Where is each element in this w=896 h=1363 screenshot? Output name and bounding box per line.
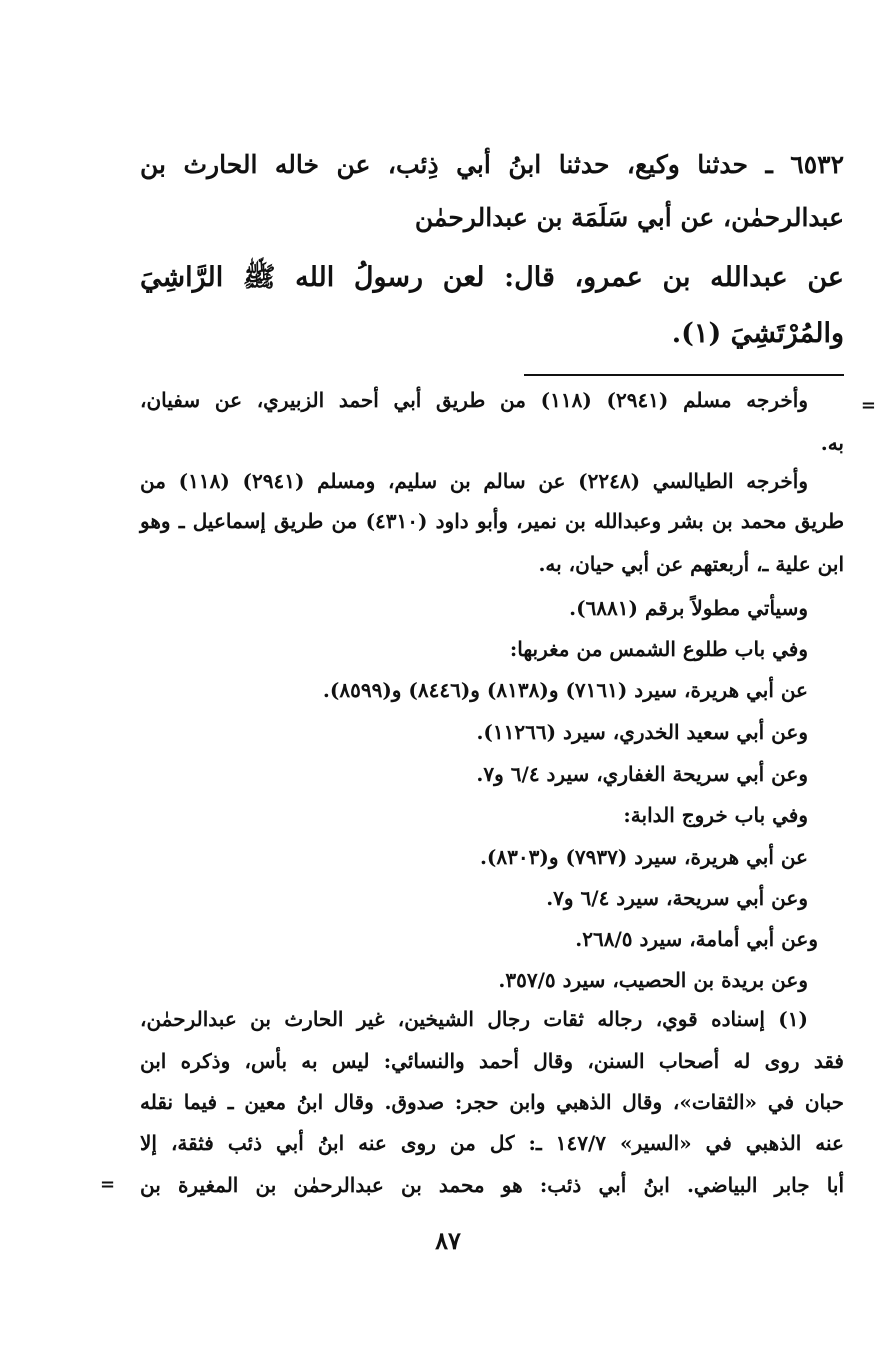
hadith-line-1: ٦٥٣٢ ـ حدثنا وكيع، حدثنا ابنُ أبي ذِئب، عن خاله الحارث بن <box>140 150 844 179</box>
page-number: ٨٧ <box>435 1226 461 1255</box>
footnote-line: عن أبي هريرة، سيرد (٧٩٣٧) و(٨٣٠٣). <box>479 845 808 869</box>
footnote-line: عنه الذهبي في «السير» ١٤٧/٧ ـ: كل من روى عنه ابنُ أبي ذئب فثقة، إلا <box>140 1131 844 1155</box>
footnote-heading: وفي باب خروج الدابة: <box>623 803 808 827</box>
footnote-separator <box>524 374 844 376</box>
footnote-line: فقد روى له أصحاب السنن، وقال أحمد والنسائي: ليس به بأس، وذكره ابن <box>140 1049 844 1073</box>
footnote-line: وعن أبي أمامة، سيرد ٢٦٨/٥. <box>575 927 818 951</box>
hadith-line-4: والمُرْتَشِيَ (١). <box>671 318 844 349</box>
footnote-line: ابن علية ـ، أربعتهم عن أبي حيان، به. <box>538 552 844 576</box>
footnote-line: وعن أبي سريحة الغفاري، سيرد ٦/٤ و٧. <box>476 762 808 786</box>
footnote-line: (١) إسناده قوي، رجاله ثقات رجال الشيخين، غير الحارث بن عبدالرحمٰن، <box>140 1007 808 1031</box>
footnote-line: وأخرجه مسلم (٢٩٤١) (١١٨) من طريق أبي أحمد الزبيري، عن سفيان، <box>140 388 808 412</box>
hadith-line-2: عبدالرحمٰن، عن أبي سَلَمَة بن عبدالرحمٰن <box>414 203 844 232</box>
continuation-mark-top: = <box>860 395 876 416</box>
footnote-line: به. <box>820 431 844 455</box>
footnote-line: وعن بريدة بن الحصيب، سيرد ٣٥٧/٥. <box>498 968 808 992</box>
footnote-line: طريق محمد بن بشر وعبدالله بن نمير، وأبو داود (٤٣١٠) من طريق إسماعيل ـ وهو <box>140 509 844 533</box>
footnote-line: وأخرجه الطيالسي (٢٢٤٨) عن سالم بن سليم، ومسلم (٢٩٤١) (١١٨) من <box>140 469 808 493</box>
footnote-line: حبان في «الثقات»، وقال الذهبي وابن حجر: صدوق. وقال ابنُ معين ـ فيما نقله <box>140 1090 844 1114</box>
continuation-mark-bottom: = <box>100 1174 116 1195</box>
footnote-heading: وفي باب طلوع الشمس من مغربها: <box>509 637 808 661</box>
footnote-line: وعن أبي سريحة، سيرد ٦/٤ و٧. <box>546 886 808 910</box>
footnote-line: عن أبي هريرة، سيرد (٧١٦١) و(٨١٣٨) و(٨٤٤٦) و(٨٥٩٩). <box>322 678 808 702</box>
footnote-line: وسيأتي مطولاً برقم (٦٨٨١). <box>569 596 808 620</box>
hadith-line-3: عن عبدالله بن عمرو، قال: لعن رسولُ الله ﷺ الرَّاشِيَ <box>140 262 844 293</box>
footnote-line: أبا جابر البياضي. ابنُ أبي ذئب: هو محمد بن عبدالرحمٰن بن المغيرة بن <box>140 1173 844 1197</box>
footnote-line: وعن أبي سعيد الخدري، سيرد (١١٢٦٦). <box>476 720 808 744</box>
